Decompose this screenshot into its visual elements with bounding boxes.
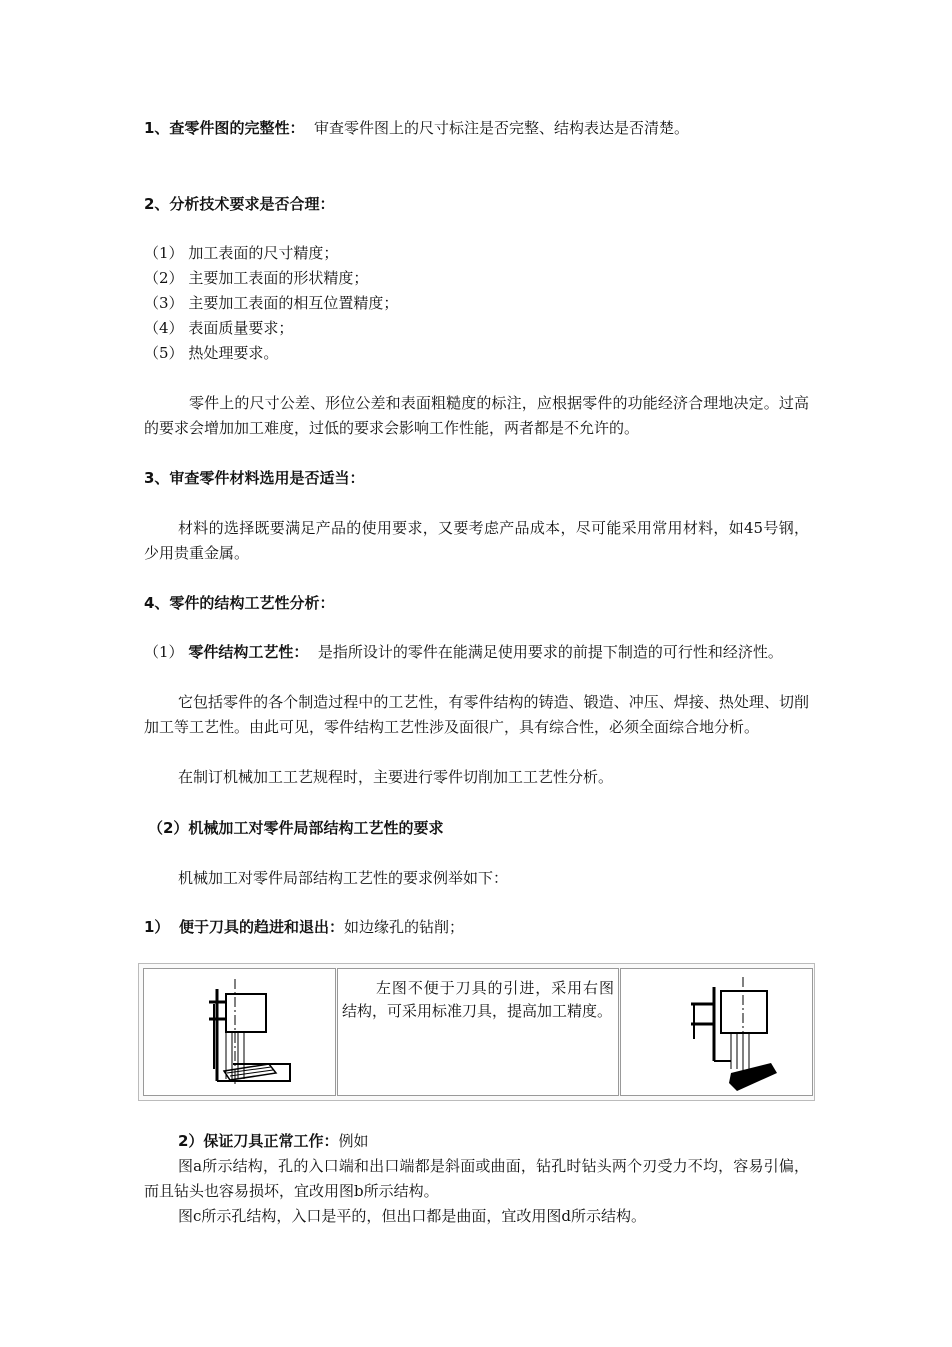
list-item-number: （2） [144, 269, 184, 287]
list-item [144, 242, 338, 264]
list-item-text: 热处理要求。 [188, 344, 279, 362]
item-2 [178, 1130, 368, 1152]
section-4-heading: 4、零件的结构工艺性分析： [144, 594, 335, 612]
list-item [144, 267, 368, 289]
figure-caption: 左图不便于刀具的引进，采用右图结构，可采用标准刀具，提高加工精度。 [342, 979, 614, 1020]
list-item-number: （3） [144, 294, 184, 312]
figure-caption-cell [337, 968, 619, 1096]
list-item-text: 加工表面的尺寸精度； [188, 244, 339, 262]
item-1-number: 1） [144, 918, 170, 936]
section-3-paragraph: 材料的选择既要满足产品的使用要求，又要考虑产品成本，尽可能采用常用材料，如45号钢，少用贵重金属。 [144, 519, 809, 562]
bad-drill-design-figure [144, 969, 335, 1095]
subsection-number: （1） [144, 643, 184, 661]
item-2-heading: 2）保证刀具正常工作： [178, 1132, 339, 1150]
item-1-heading: 便于刀具的趋进和退出： [178, 918, 344, 936]
structural-processability-definition [144, 640, 809, 665]
subsection-2-paragraph: 机械加工对零件局部结构工艺性的要求例举如下： [178, 869, 509, 887]
section-2-paragraph: 零件上的尺寸公差、形位公差和表面粗糙度的标注，应根据零件的功能经济合理地决定。过高的要求会增加加工难度，过低的要求会影响工作性能，两者都是不允许的。 [144, 394, 809, 437]
section-1-heading: 1、查零件图的完整性： [144, 119, 305, 137]
section-4-paragraph-1: 它包括零件的各个制造过程中的工艺性，有零件结构的铸造、锻造、冲压、焊接、热处理、切削加工等工艺性。由此可见，零件结构工艺性涉及面很广，具有综合性，必须全面综合地分析。 [144, 693, 809, 736]
item-2-paragraph-1: 图a所示结构，孔的入口端和出口端都是斜面或曲面，钻孔时钻头两个刃受力不均，容易引偏，而且钻头也容易损坏，宜改用图b所示结构。 [144, 1157, 809, 1200]
list-item [144, 342, 278, 364]
item-1-text: 如边缘孔的钻削； [344, 918, 465, 936]
list-item [144, 317, 293, 339]
list-item-number: （1） [144, 244, 184, 262]
list-item-number: （5） [144, 344, 184, 362]
section-4-paragraph-2: 在制订机械加工工艺规程时，主要进行零件切削加工工艺性分析。 [178, 768, 614, 786]
figure-table [138, 963, 815, 1101]
section-1-text: 审查零件图上的尺寸标注是否完整、结构表达是否清楚。 [314, 119, 690, 137]
figure-right-cell [620, 968, 813, 1096]
subsection-heading: 零件结构工艺性： [188, 643, 309, 661]
list-item-number: （4） [144, 319, 184, 337]
item-1 [144, 916, 464, 938]
section-3-heading: 3、审查零件材料选用是否适当： [144, 469, 365, 487]
item-2-text: 例如 [338, 1132, 369, 1150]
list-item-text: 主要加工表面的形状精度； [188, 269, 369, 287]
list-item-text: 主要加工表面的相互位置精度； [188, 294, 399, 312]
list-item-text: 表面质量要求； [188, 319, 294, 337]
section-1 [144, 117, 689, 139]
list-item [144, 292, 398, 314]
item-2-paragraph-2: 图c所示孔结构，入口是平的，但出口都是曲面，宜改用图d所示结构。 [178, 1207, 647, 1225]
subsection-2-heading: （2）机械加工对零件局部结构工艺性的要求 [148, 819, 444, 837]
good-drill-design-figure [621, 969, 812, 1095]
subsection-text: 是指所设计的零件在能满足使用要求的前提下制造的可行性和经济性。 [317, 643, 783, 661]
figure-left-cell [143, 968, 336, 1096]
section-2-heading: 2、分析技术要求是否合理： [144, 195, 335, 213]
